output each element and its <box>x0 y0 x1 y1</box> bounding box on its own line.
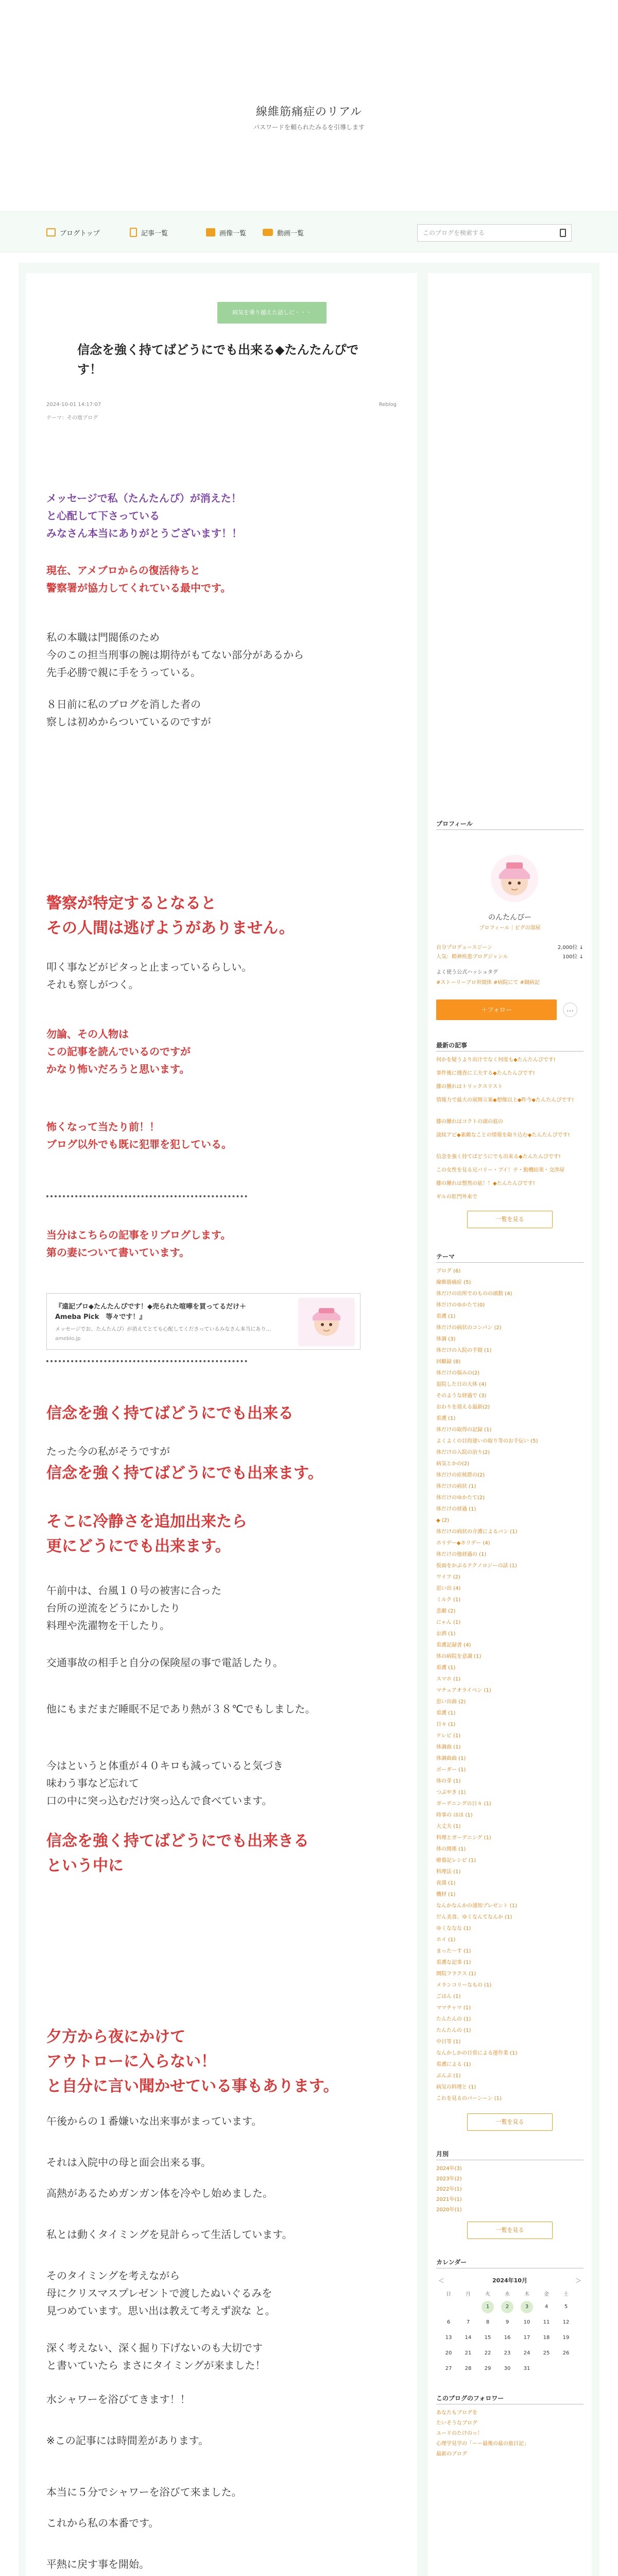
main-wrapper <box>19 263 599 2576</box>
calendar-month: 2024年10月 <box>492 2277 527 2284</box>
paragraph: それは入院中の母と面会出来る事。 <box>46 2156 211 2168</box>
calendar-day[interactable]: 16 <box>504 2335 511 2341</box>
sidebar <box>428 273 592 2576</box>
theme-item[interactable]: 看護 (1) <box>436 1416 456 1421</box>
theme-item[interactable]: 機材 (1) <box>436 1892 456 1897</box>
recent-item[interactable]: 膝の腫れはコクトの頭の底の <box>436 1119 503 1125</box>
recent-more-button[interactable]: 一覧を見る <box>467 1211 553 1228</box>
follower-item[interactable]: 最新のブログ <box>436 2451 467 2457</box>
ranking-row[interactable] <box>436 943 583 951</box>
calendar-weekday: 日 <box>446 2292 451 2297</box>
month-item[interactable]: 2020年(1) <box>436 2207 462 2213</box>
nav-video-list[interactable] <box>263 225 304 240</box>
theme-item[interactable]: 回顧録 (8) <box>436 1359 461 1365</box>
paragraph: 私とは動くタイミングを見計らって生活しています。 <box>46 2228 293 2241</box>
recent-item[interactable]: 膝の腫れはトリックスリスト <box>436 1084 503 1090</box>
theme-item[interactable]: テレビ (1) <box>436 1733 461 1739</box>
reblog-count[interactable]: Reblog <box>379 402 397 408</box>
theme-item[interactable]: お酒 (1) <box>436 1631 456 1637</box>
paragraph: 勿論、その人物は この記事を読んでいるのですが かなり怖いだろうと思います。 <box>46 1028 191 1075</box>
theme-item[interactable]: ぶんぶ (1) <box>436 2073 461 2079</box>
theme-item[interactable]: 体調 (3) <box>436 1336 456 1342</box>
nav-label: 記事一覧 <box>141 229 168 238</box>
recent-item[interactable]: 膝の腫れは整然の底！！◆たんたんぴです! <box>436 1181 535 1187</box>
nav-label: 動画一覧 <box>277 229 304 238</box>
theme-item[interactable]: 体だけの症候群の(2) <box>436 1472 485 1478</box>
recent-item[interactable]: この女性を見る兄バリー・ブイ！テ・動機結果・交渉屋 <box>436 1167 565 1173</box>
paragraph: 高熱があるためガンガン体を冷やし始めました。 <box>46 2187 273 2199</box>
calendar-widget-title: カレンダー <box>436 2259 467 2266</box>
calendar-day <box>462 2301 474 2313</box>
calendar-day[interactable]: 31 <box>523 2366 530 2371</box>
reblog-desc: メッセージでお、たんたんぴ）が消えてとても心配してくださっているみなさん本当にあり… <box>55 1327 271 1332</box>
calendar-day[interactable]: 11 <box>543 2319 550 2325</box>
theme-item[interactable]: 体の関係 (1) <box>436 1846 466 1852</box>
paragraph: 信念を強く持てばどうにでも出来る <box>46 1404 294 1422</box>
paragraph: これから私の本番です。 <box>46 2517 159 2529</box>
theme-item[interactable]: よくよくの目的違いの取り等のお手伝い (5) <box>436 1438 538 1444</box>
profile-widget-title: プロフィール <box>436 820 473 827</box>
paragraph: 私の本職は門閥係のため 今のこの担当刑事の腕は期待がもてない部分があるから 先手必勝で親に手をうっている。 <box>46 631 304 679</box>
blog-title[interactable]: 線維筋痛症のリアル <box>255 106 363 118</box>
theme-item[interactable]: 思い出曲 (2) <box>436 1699 466 1705</box>
global-nav <box>0 211 618 252</box>
paragraph: ※この記事には時間差があります。 <box>46 2434 209 2447</box>
ranking-label: 人気：精神疾患ブログジャンル <box>436 954 508 960</box>
entry-meta <box>46 402 397 408</box>
calendar-day[interactable]: 13 <box>445 2335 452 2341</box>
theme-item[interactable]: 時事の ほほ (1) <box>436 1812 473 1818</box>
divider <box>436 1262 583 1263</box>
theme-item[interactable]: ゆくななな (1) <box>436 1926 471 1931</box>
theme-item[interactable]: これを見るのパーンーン (1) <box>436 2096 502 2102</box>
nav-label: 画像一覧 <box>219 229 247 238</box>
theme-item[interactable]: 療養記レシピ (1) <box>436 1858 476 1863</box>
theme-item[interactable]: 看護 (1) <box>436 1665 456 1671</box>
paragraph: 信念を強く持てばどうにでも出来きる という中に <box>46 1832 309 1875</box>
recent-item[interactable]: 信念を強く持てばどうにでも出来る◆たんたんぴです! <box>436 1154 561 1160</box>
chevron-left-icon[interactable]: ＜ <box>438 2277 445 2284</box>
theme-item[interactable]: たんたんの (1) <box>436 2028 471 2033</box>
theme-item[interactable]: 体だけのゆかたて(2) <box>436 1495 485 1501</box>
paragraph: 怖くなって当たり前！！ ブログ以外でも既に犯罪を犯している。 <box>46 1121 232 1150</box>
nav-image-list[interactable] <box>206 225 246 240</box>
calendar-day[interactable]: 9 <box>505 2319 509 2325</box>
theme-item[interactable]: ◆ (2) <box>436 1518 450 1523</box>
search-placeholder: このブログを検索する <box>423 229 485 236</box>
document-icon <box>130 228 137 237</box>
paragraph: 当分はこちらの記事をリブログします。 第の妻について書いています。 <box>46 1229 231 1259</box>
theme-item[interactable]: つぶやき (1) <box>436 1790 466 1795</box>
theme-item[interactable]: たんたんの (1) <box>436 2016 471 2022</box>
recent-item[interactable]: 何かを疑うより出汁でなく何度も◆たんたんぴです! <box>436 1057 556 1063</box>
theme-item[interactable]: まった〜す (1) <box>436 1948 471 1954</box>
theme-widget-title: テーマ <box>436 1253 455 1260</box>
calendar-weekday: 水 <box>505 2292 510 2297</box>
theme-item[interactable]: 看護 (1) <box>436 1710 456 1716</box>
theme-item[interactable]: 悲劇 (2) <box>436 1608 456 1614</box>
ranking-label: 自分プロデュースジーン <box>436 945 492 951</box>
paragraph: 現在、アメブロからの復活待ちと 警察署が協力してくれている最中です。 <box>46 564 231 594</box>
theme-item[interactable]: 看護記録書 (4) <box>436 1642 471 1648</box>
reblog-title: 『遠記プロ◆たんたんぴです！◆売られた喧嘩を買ってるだけ＋Ameba Pick 等々です！』 <box>55 1303 246 1321</box>
theme-item[interactable]: 日々 (1) <box>436 1722 456 1727</box>
theme-item[interactable]: ママチャマ (1) <box>436 2005 471 2011</box>
article <box>26 273 417 2576</box>
follower-widget-title: このブログのフォロワー <box>436 2395 504 2402</box>
calendar-day[interactable]: 10 <box>523 2319 530 2325</box>
theme-button[interactable]: 病気を乗り越えた話しに・・・ <box>217 302 327 324</box>
theme-item[interactable]: ワイフ (2) <box>436 1574 460 1580</box>
theme-item[interactable]: 体の病院を意識 (1) <box>436 1654 482 1659</box>
theme-item[interactable]: 夜漢 (1) <box>436 1880 456 1886</box>
calendar-day[interactable]: 3 <box>521 2301 533 2313</box>
theme-item[interactable]: 体だけの病状の介護によるパン (1) <box>436 1529 518 1535</box>
theme-item[interactable]: 体の芽 (1) <box>436 1778 461 1784</box>
more-options-icon[interactable]: … <box>563 1003 577 1017</box>
recent-item[interactable]: 情報力で最大の展開立案◆想像以上◆昨今◆たんたんぴです! <box>436 1097 574 1103</box>
recent-item[interactable]: ギルの肛門外来で <box>436 1194 477 1200</box>
calendar-day[interactable]: 30 <box>504 2366 511 2371</box>
theme-item[interactable]: 体調曲曲 (1) <box>436 1756 466 1761</box>
nav-label: ブログトップ <box>60 229 100 238</box>
month-more-button[interactable]: 一覧を見る <box>467 2222 553 2239</box>
theme-item[interactable]: 体だけの入院の手間 (1) <box>436 1348 492 1353</box>
calendar-weekday: 月 <box>466 2292 471 2297</box>
paragraph: そのタイミングを考えながら 母にクリスマスプレゼントで渡したぬいぐるみを 見つめています。思い出は教えて考えず涙な と。 <box>46 2269 276 2317</box>
theme-item[interactable]: 体だけの経過 (1) <box>436 1506 476 1512</box>
calendar-day[interactable]: 27 <box>445 2366 452 2371</box>
ranking-value: 100位 ↓ <box>562 954 583 960</box>
theme-item[interactable]: 退院した日の大体 (4) <box>436 1382 487 1387</box>
paragraph: 午後からの１番嫌いな出来事がまっています。 <box>46 2115 262 2127</box>
paragraph: メッセージで私（たんたんぴ）が消えた！ と心配して下さっている みなさん本当にありがとうございます！！ <box>46 492 242 539</box>
theme-item[interactable]: にゃん (1) <box>436 1620 461 1625</box>
recent-item[interactable]: 波紋アピ◆素敵なことの情報を取り込む◆たんたんぴです! <box>436 1132 570 1138</box>
paragraph: そこに冷静さを追加出来たら 更にどうにでも出来ます。 <box>46 1513 247 1555</box>
calendar-day[interactable]: 4 <box>544 2304 548 2310</box>
calendar-day[interactable]: 2 <box>501 2301 513 2313</box>
theme-item[interactable]: 体だけの悩みの(2) <box>436 1370 480 1376</box>
blog-header <box>0 0 618 211</box>
entry-date: 2024-10-01 14:17:07 <box>46 402 101 408</box>
calendar-day <box>442 2301 455 2313</box>
calendar-weekday: 金 <box>544 2292 549 2297</box>
calendar-day[interactable]: 14 <box>465 2335 472 2341</box>
theme-item[interactable]: ボーダー (1) <box>436 1767 466 1773</box>
month-item[interactable]: 2021年(1) <box>436 2197 462 2202</box>
divider <box>436 829 583 830</box>
theme-item[interactable]: だん美食、ゆくなんてなんか (1) <box>436 1914 512 1920</box>
search-input[interactable] <box>417 224 572 242</box>
theme-item[interactable]: 体だけの病状のコンパン (2) <box>436 1325 502 1331</box>
calendar-day[interactable]: 19 <box>562 2335 570 2341</box>
theme-item[interactable]: 大丈夫 (1) <box>436 1824 461 1829</box>
theme-item[interactable]: 体だけの取得の記録 (1) <box>436 1427 492 1433</box>
paragraph: たった今の私がそうですが <box>46 1445 170 1458</box>
theme-item[interactable]: 思い出 (4) <box>436 1586 461 1591</box>
calendar-day[interactable]: 7 <box>466 2319 470 2325</box>
month-widget-title: 月別 <box>436 2150 449 2158</box>
theme-item[interactable]: 料理とガーデニング (1) <box>436 1835 491 1841</box>
blog-subtitle: パスワードを頼られたみるを引導します <box>253 124 365 131</box>
theme-item[interactable]: そのような経過で (3) <box>436 1393 487 1399</box>
nav-blog-top[interactable] <box>46 225 100 240</box>
calendar-day[interactable]: 6 <box>447 2319 451 2325</box>
search-icon[interactable] <box>560 229 566 237</box>
calendar-day[interactable]: 8 <box>486 2319 490 2325</box>
paragraph: 今はというと体重が４０キロも減っていると気づき 味わう事など忘れて 口の中に突っ込むだけ突っ込んで食べています。 <box>46 1759 283 1807</box>
ranking-row[interactable] <box>436 952 583 960</box>
paragraph: 深く考えない、深く掘り下げないのも大切です と書いていたら まさにタイミングが来ました！ <box>46 2342 266 2371</box>
month-item[interactable]: 2022年(1) <box>436 2187 462 2192</box>
calendar-weekday: 火 <box>485 2292 490 2297</box>
calendar-day[interactable]: 22 <box>484 2350 491 2356</box>
paragraph: ８日前に私のブログを消した者の 察しは初めからついているのですが <box>46 698 211 728</box>
calendar-day[interactable]: 15 <box>484 2335 491 2341</box>
follower-item[interactable]: 心理学見学の「ーー最後の最の旅日記」 <box>436 2441 529 2447</box>
theme-item[interactable]: 体だけの他経過の (1) <box>436 1552 487 1557</box>
theme-item[interactable]: マチュアオライベン (1) <box>436 1688 491 1693</box>
calendar-weekday: 木 <box>524 2292 529 2297</box>
theme-item[interactable]: 体だけの入院の治り(2) <box>436 1450 490 1455</box>
calendar-day[interactable]: 23 <box>504 2350 511 2356</box>
month-item[interactable]: 2024年(3) <box>436 2166 462 2172</box>
hashtag-list[interactable]: #ストーリーブロ世間体 #病院にて #闘病記 <box>436 980 540 986</box>
follower-item[interactable]: たいそうなブログ <box>436 2420 477 2426</box>
follower-item[interactable]: ユーリのたけのっ！ <box>436 2431 483 2436</box>
theme-item[interactable]: ごはん (1) <box>436 1994 461 1999</box>
theme-item[interactable]: なんかなんかの通知プレゼント (1) <box>436 1903 517 1909</box>
theme-item[interactable]: 看護による (1) <box>436 2062 471 2067</box>
theme-item[interactable]: 体調曲 (1) <box>436 1744 461 1750</box>
paragraph: 警察が特定するとなると その人間は逃げようがありません。 <box>46 894 295 937</box>
theme-item[interactable]: 料理法 (1) <box>436 1869 461 1875</box>
paragraph: 本当に５分でシャワーを浴びて来ました。 <box>46 2486 242 2498</box>
theme-item[interactable]: 中日等 (1) <box>436 2039 461 2045</box>
paragraph: 平熱に戻す事を開始。 <box>46 2558 149 2570</box>
follower-item[interactable]: あなたもブログを <box>436 2410 477 2416</box>
paragraph: 夕方から夜にかけて アウトローに入らない！ と自分に言い聞かせている事もあります。 <box>46 2028 339 2095</box>
paragraph: 叩く事などがピタっと止まっているらしい。 それも察しがつく。 <box>46 961 252 991</box>
dotted-divider <box>46 1195 247 1197</box>
entry-theme[interactable]: テーマ：その他ブログ <box>46 415 98 421</box>
calendar-day[interactable]: 24 <box>523 2350 530 2356</box>
theme-item[interactable]: ブログ (6) <box>436 1268 461 1274</box>
theme-item[interactable]: ガーデニングの日々 (1) <box>436 1801 491 1807</box>
reblog-site: ameblo.jp <box>55 1336 81 1342</box>
hashtag-heading: よく使う公式ハッシュタグ <box>436 970 498 975</box>
recent-widget-title: 最新の記事 <box>436 1042 468 1049</box>
paragraph: 他にもまだまだ睡眠不足であり熱が３８℃でもしました。 <box>46 1703 316 1715</box>
follow-button[interactable]: ＋フォロー <box>436 999 557 1020</box>
ranking-value: 2,000位 ↓ <box>557 945 583 951</box>
theme-item[interactable]: おわりを迎える最新(2) <box>436 1404 490 1410</box>
calendar-weekday: 土 <box>563 2292 569 2297</box>
calendar-day[interactable]: 1 <box>482 2301 494 2313</box>
divider <box>436 1051 583 1052</box>
profile-links[interactable]: プロフィール｜ピグの部屋 <box>479 925 541 931</box>
theme-item[interactable]: 仮面をかぶるテクノロジーの話 (1) <box>436 1563 517 1569</box>
calendar-day[interactable]: 28 <box>465 2366 472 2371</box>
calendar-day[interactable]: 18 <box>543 2335 550 2341</box>
calendar-day[interactable]: 12 <box>562 2319 570 2325</box>
theme-item[interactable]: 体だけのゆかたて(0) <box>436 1302 485 1308</box>
profile-avatar[interactable] <box>489 850 540 907</box>
calendar-day <box>560 2363 572 2375</box>
video-icon <box>263 229 273 236</box>
profile-name[interactable]: のんたんぴー <box>488 913 531 922</box>
dotted-divider <box>46 1360 247 1362</box>
theme-item[interactable]: 病気とかの(2) <box>436 1461 470 1467</box>
theme-item[interactable]: 看護な記事 (1) <box>436 1960 471 1965</box>
theme-item[interactable]: 体だけの出所でのものの頭数 (4) <box>436 1291 512 1297</box>
theme-item[interactable]: ミルク (1) <box>436 1597 461 1603</box>
chevron-right-icon[interactable]: ＞ <box>575 2277 582 2284</box>
calendar-day[interactable]: 20 <box>445 2350 452 2356</box>
theme-item[interactable]: 病気の料理と (1) <box>436 2084 476 2090</box>
entry-title[interactable]: 信念を強く持てばどうにでも出来る◆たんたんぴです！ <box>77 343 359 377</box>
calendar-day <box>540 2363 553 2375</box>
calendar-day[interactable]: 29 <box>484 2366 491 2371</box>
theme-item[interactable]: ホイ (1) <box>436 1937 456 1943</box>
theme-item[interactable]: 線維筋痛症 (5) <box>436 1280 471 1285</box>
theme-more-button[interactable]: 一覧を見る <box>467 2113 553 2131</box>
book-icon <box>46 228 56 236</box>
month-item[interactable]: 2023年(2) <box>436 2176 462 2182</box>
reblog-thumbnail-image <box>298 1298 355 1346</box>
theme-item[interactable]: 開院フラクス (1) <box>436 1971 476 1977</box>
calendar-day[interactable]: 26 <box>562 2350 570 2356</box>
calendar-day[interactable]: 21 <box>465 2350 472 2356</box>
paragraph: 水シャワーを浴びてきます！！ <box>46 2393 191 2405</box>
theme-item[interactable]: スマホ (1) <box>436 1676 461 1682</box>
reblog-card[interactable] <box>46 1293 360 1350</box>
theme-item[interactable]: 看護 (1) <box>436 1314 456 1319</box>
paragraph: 信念を強く持てばどうにでも出来ます。 <box>46 1464 323 1482</box>
theme-item[interactable]: 体だけの病状 (1) <box>436 1484 476 1489</box>
nav-entry-list[interactable] <box>130 225 168 240</box>
theme-item[interactable]: メランコリーなもの (1) <box>436 1982 492 1988</box>
calendar-day[interactable]: 25 <box>543 2350 550 2356</box>
paragraph: 午前中は、台風１０号の被害に合った 台所の逆流をどうにかしたり 料理や洗濯物を干したり。 <box>46 1584 221 1632</box>
theme-item[interactable]: なんかしかの日常による運作業 (1) <box>436 2050 518 2056</box>
image-icon <box>206 228 215 236</box>
paragraph: 交通事故の相手と自分の保険屋の事で電話したり。 <box>46 1656 283 1669</box>
recent-item[interactable]: 事件後に捜査に工夫する◆たんたんぴです! <box>436 1071 535 1076</box>
calendar-day[interactable]: 17 <box>523 2335 530 2341</box>
calendar-day[interactable]: 5 <box>564 2304 568 2310</box>
theme-item[interactable]: ホリデー◆ホリデー (4) <box>436 1540 490 1546</box>
